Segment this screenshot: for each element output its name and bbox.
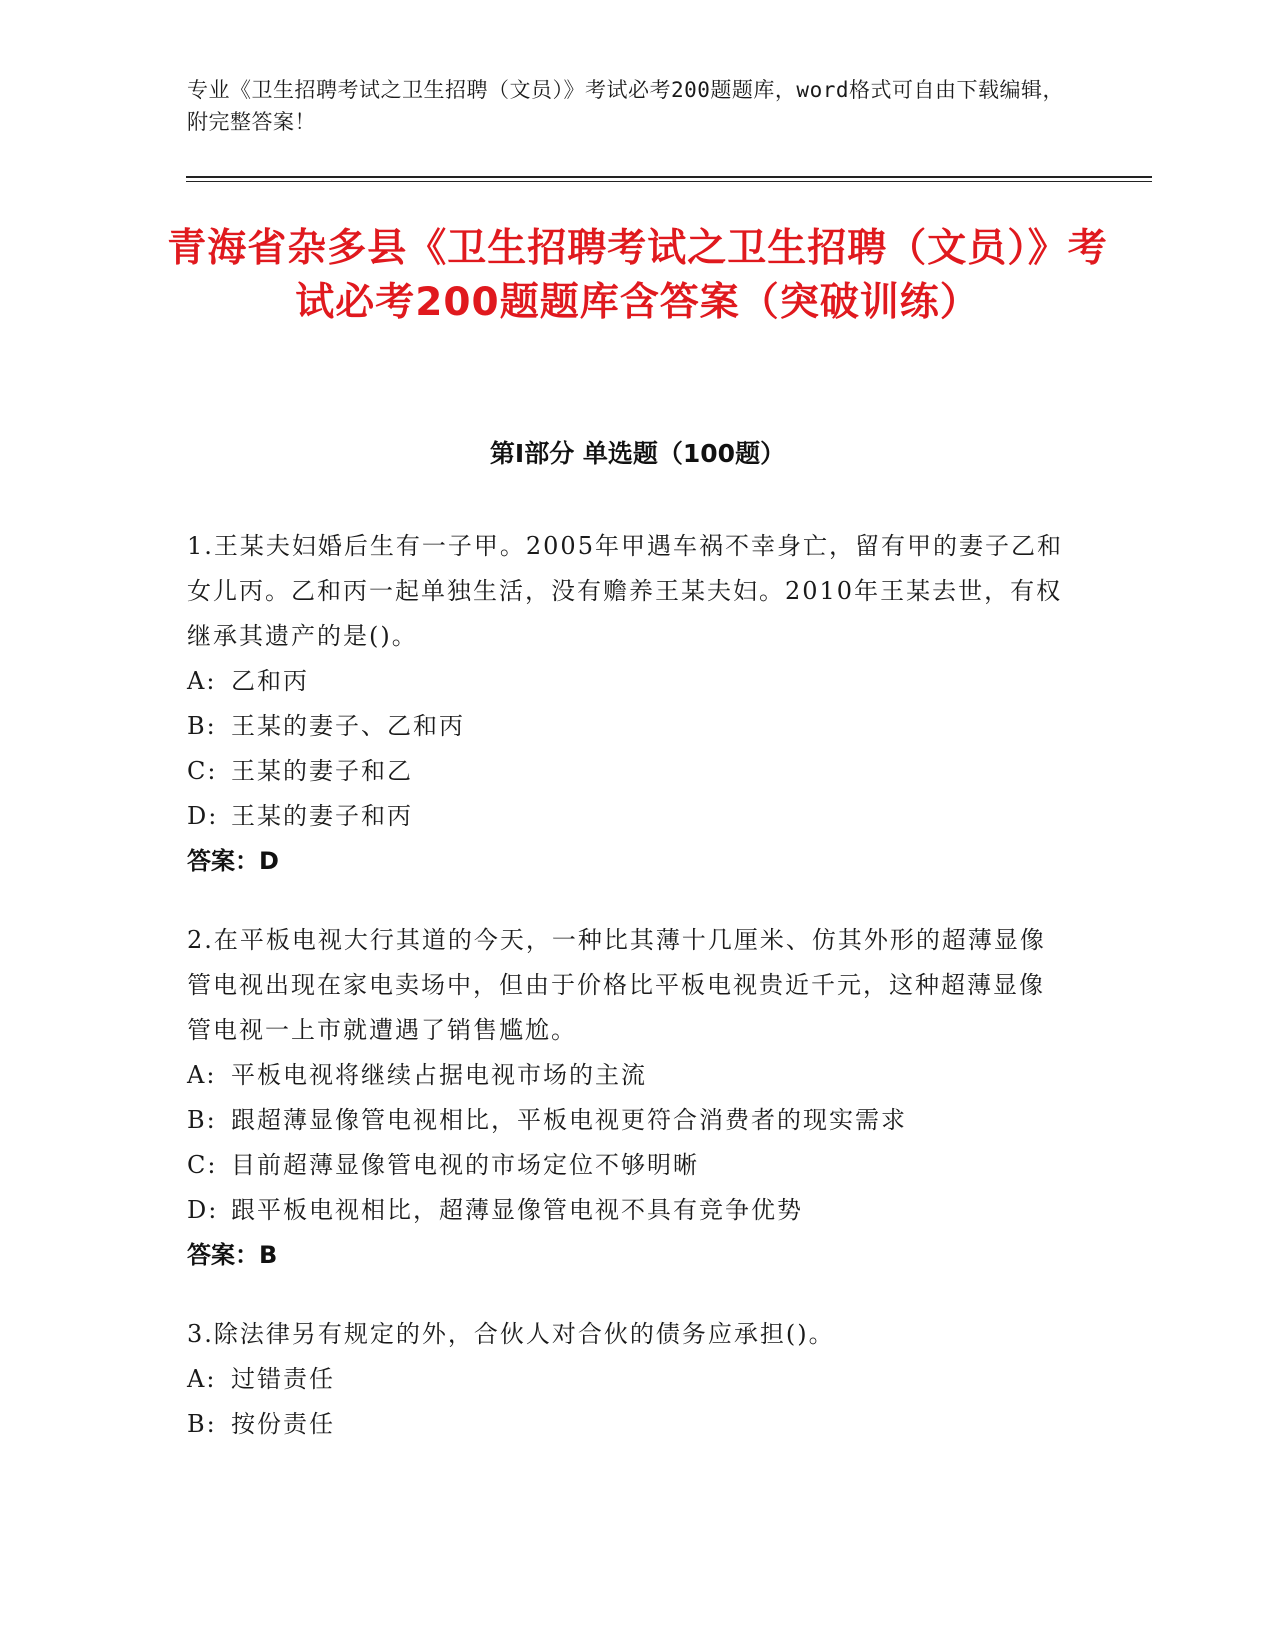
question-list <box>187 524 1067 1481</box>
document-title: 青海省杂多县《卫生招聘考试之卫生招聘（文员）》考试必考200题题库含答案（突破训练） <box>167 226 1108 325</box>
answer-line: 答案：B <box>187 1241 278 1269</box>
option-d <box>187 1188 1067 1233</box>
question-2 <box>187 918 1067 1278</box>
option-letter: A: <box>187 1365 217 1393</box>
option-letter: D: <box>187 1196 219 1224</box>
option-text: 乙和丙 <box>231 667 309 695</box>
option-a <box>187 659 1067 704</box>
question-stem: 1.王某夫妇婚后生有一子甲。2005年甲遇车祸不幸身亡，留有甲的妻子乙和女儿丙。乙和丙一起单独生活，没有赡养王某夫妇。2010年王某去世，有权继承其遗产的是()。 <box>187 532 1063 650</box>
option-a <box>187 1357 1067 1402</box>
option-text: 平板电视将继续占据电视市场的主流 <box>231 1061 647 1089</box>
option-letter: B: <box>187 1410 217 1438</box>
option-letter: C: <box>187 1151 218 1179</box>
question-stem: 2.在平板电视大行其道的今天，一种比其薄十几厘米、仿其外形的超薄显像管电视出现在家电卖场中，但由于价格比平板电视贵近千元，这种超薄显像管电视一上市就遭遇了销售尴尬。 <box>187 926 1046 1044</box>
answer-line: 答案：D <box>187 847 279 875</box>
option-a <box>187 1053 1067 1098</box>
option-c <box>187 749 1067 794</box>
header-note: 专业《卫生招聘考试之卫生招聘（文员）》考试必考200题题库，word格式可自由下载编辑，附完整答案！ <box>187 78 1064 134</box>
option-text: 按份责任 <box>231 1410 335 1438</box>
option-text: 过错责任 <box>231 1365 335 1393</box>
option-letter: A: <box>187 667 217 695</box>
option-b <box>187 704 1067 749</box>
option-letter: C: <box>187 757 218 785</box>
option-text: 跟超薄显像管电视相比，平板电视更符合消费者的现实需求 <box>231 1106 907 1134</box>
option-text: 王某的妻子和丙 <box>231 802 413 830</box>
section-heading: 第I部分 单选题（100题） <box>489 439 786 468</box>
header-divider-thin <box>186 181 1152 182</box>
option-text: 目前超薄显像管电视的市场定位不够明晰 <box>231 1151 699 1179</box>
option-text: 跟平板电视相比，超薄显像管电视不具有竞争优势 <box>231 1196 803 1224</box>
option-b <box>187 1402 1067 1447</box>
option-text: 王某的妻子、乙和丙 <box>231 712 465 740</box>
option-letter: D: <box>187 802 219 830</box>
option-text: 王某的妻子和乙 <box>231 757 413 785</box>
option-letter: A: <box>187 1061 217 1089</box>
question-stem: 3.除法律另有规定的外，合伙人对合伙的债务应承担()。 <box>187 1320 835 1348</box>
question-1 <box>187 524 1067 884</box>
option-letter: B: <box>187 712 217 740</box>
header-divider-thick <box>186 176 1152 178</box>
question-3 <box>187 1312 1067 1447</box>
option-c <box>187 1143 1067 1188</box>
option-letter: B: <box>187 1106 217 1134</box>
option-b <box>187 1098 1067 1143</box>
option-d <box>187 794 1067 839</box>
